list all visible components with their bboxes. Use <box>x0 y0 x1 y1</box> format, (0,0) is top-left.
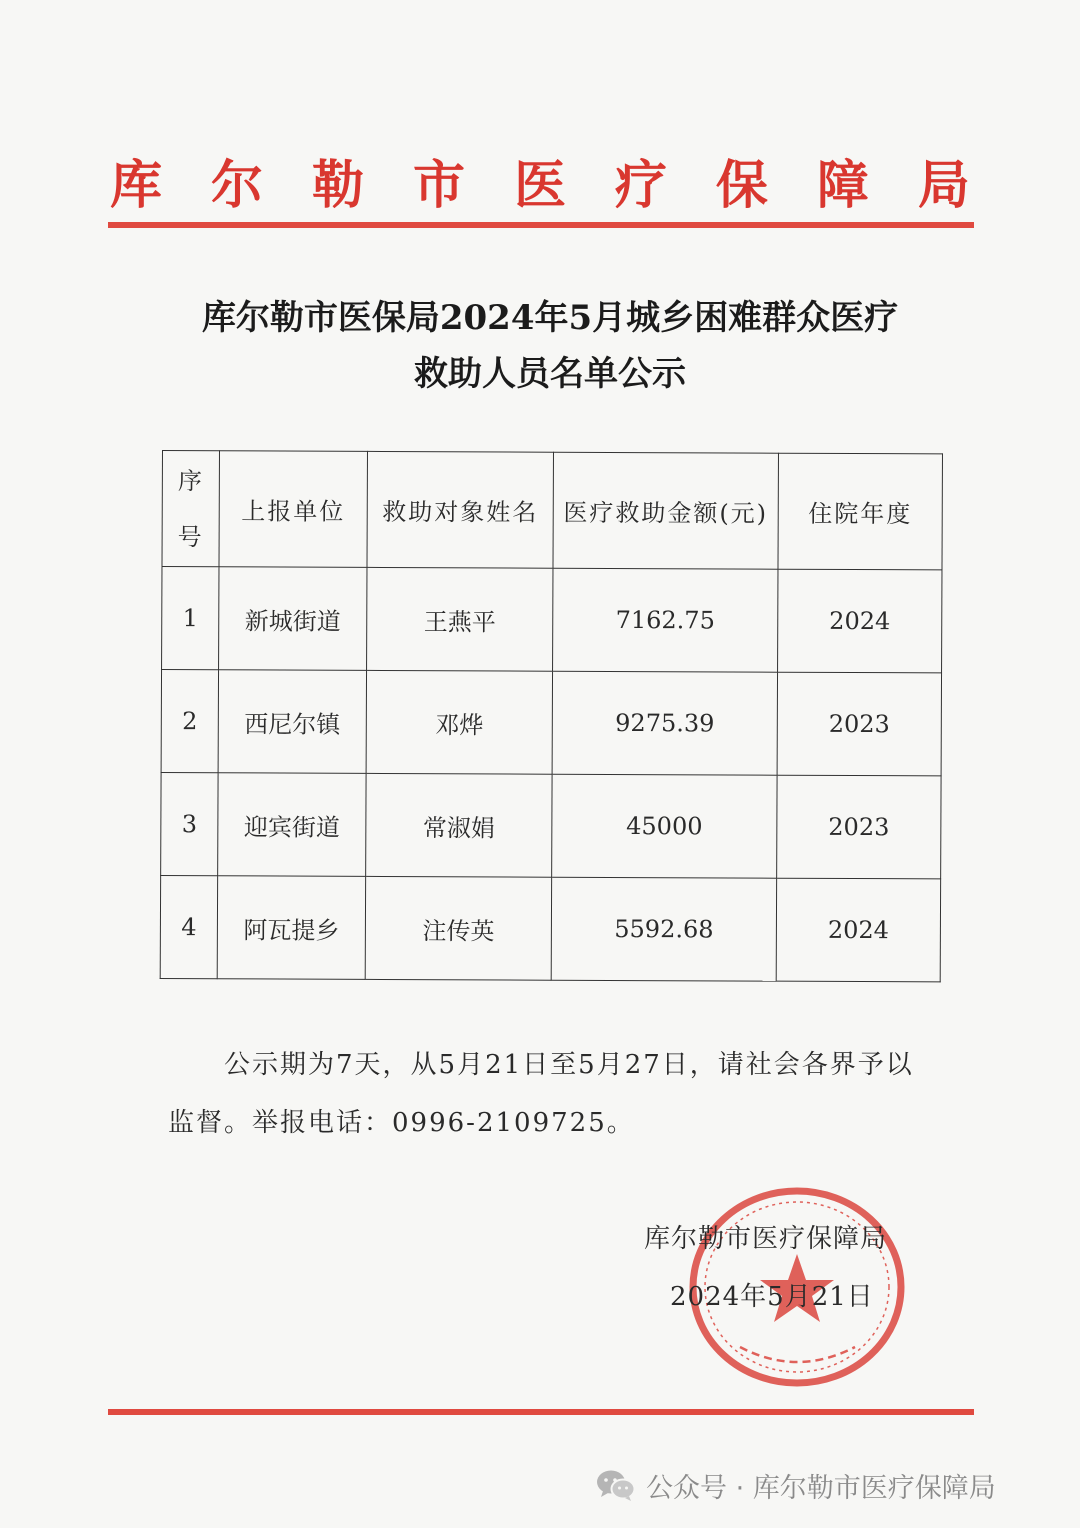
cell-unit: 迎宾街道 <box>218 773 366 877</box>
document-title <box>150 290 950 402</box>
cell-seq: 2 <box>161 670 218 773</box>
cell-name: 注传英 <box>365 876 551 980</box>
org-letterhead <box>110 140 970 220</box>
wechat-icon <box>596 1468 636 1502</box>
letterhead-char: 医 <box>513 154 566 216</box>
cell-amount: 5592.68 <box>551 877 776 981</box>
cell-seq: 1 <box>162 567 219 670</box>
notice-paragraph: 公示期为7天，从5月21日至5月27日，请社会各界予以监督。举报电话：0996-2109725。 <box>168 1050 914 1138</box>
cell-year: 2023 <box>777 775 941 879</box>
cell-seq: 4 <box>160 875 217 978</box>
title-line-1: 库尔勒市医保局2024年5月城乡困难群众医疗 <box>201 298 899 338</box>
header-seq-top: 序 <box>177 466 204 495</box>
cell-unit: 阿瓦提乡 <box>217 876 365 980</box>
title-line-2: 救助人员名单公示 <box>414 354 686 394</box>
letterhead-char: 障 <box>816 154 869 216</box>
letterhead-char: 尔 <box>210 154 263 216</box>
aid-recipient-table <box>160 450 943 982</box>
signature-org: 库尔勒市医疗保障局 <box>644 1224 888 1254</box>
header-seq <box>162 451 220 567</box>
table-row <box>162 567 942 673</box>
table-row <box>160 875 940 981</box>
cell-amount: 9275.39 <box>552 671 777 775</box>
header-amount: 医疗救助金额(元) <box>553 452 779 569</box>
footer-account-label: 公众号 · 库尔勒市医疗保障局 <box>646 1472 996 1504</box>
table-row <box>161 772 941 878</box>
letterhead-char: 疗 <box>614 154 667 216</box>
cell-year: 2023 <box>777 672 941 776</box>
cell-year: 2024 <box>776 878 940 982</box>
cell-seq: 3 <box>161 772 218 875</box>
header-name: 救助对象姓名 <box>367 451 554 568</box>
letterhead-char: 保 <box>715 154 768 216</box>
cell-amount: 7162.75 <box>553 568 778 672</box>
footer-divider <box>108 1409 974 1415</box>
table-header-row <box>162 451 942 570</box>
letterhead-char: 市 <box>412 154 465 216</box>
header-year: 住院年度 <box>778 453 943 570</box>
header-seq-bottom: 号 <box>177 522 204 551</box>
cell-year: 2024 <box>778 569 942 673</box>
cell-name: 王燕平 <box>367 567 553 671</box>
letterhead-char: 局 <box>917 154 970 216</box>
letterhead-char: 勒 <box>311 154 364 216</box>
cell-unit: 新城街道 <box>219 567 367 671</box>
letterhead-char: 库 <box>110 154 163 216</box>
cell-name: 常淑娟 <box>366 773 552 877</box>
header-unit: 上报单位 <box>219 451 368 568</box>
wechat-account-footer[interactable] <box>596 1462 996 1508</box>
cell-amount: 45000 <box>552 774 777 878</box>
letterhead-divider <box>108 222 974 228</box>
table-row <box>161 670 941 776</box>
signature-date: 2024年5月21日 <box>670 1282 874 1312</box>
cell-name: 邓烨 <box>366 670 552 774</box>
cell-unit: 西尼尔镇 <box>218 670 366 774</box>
